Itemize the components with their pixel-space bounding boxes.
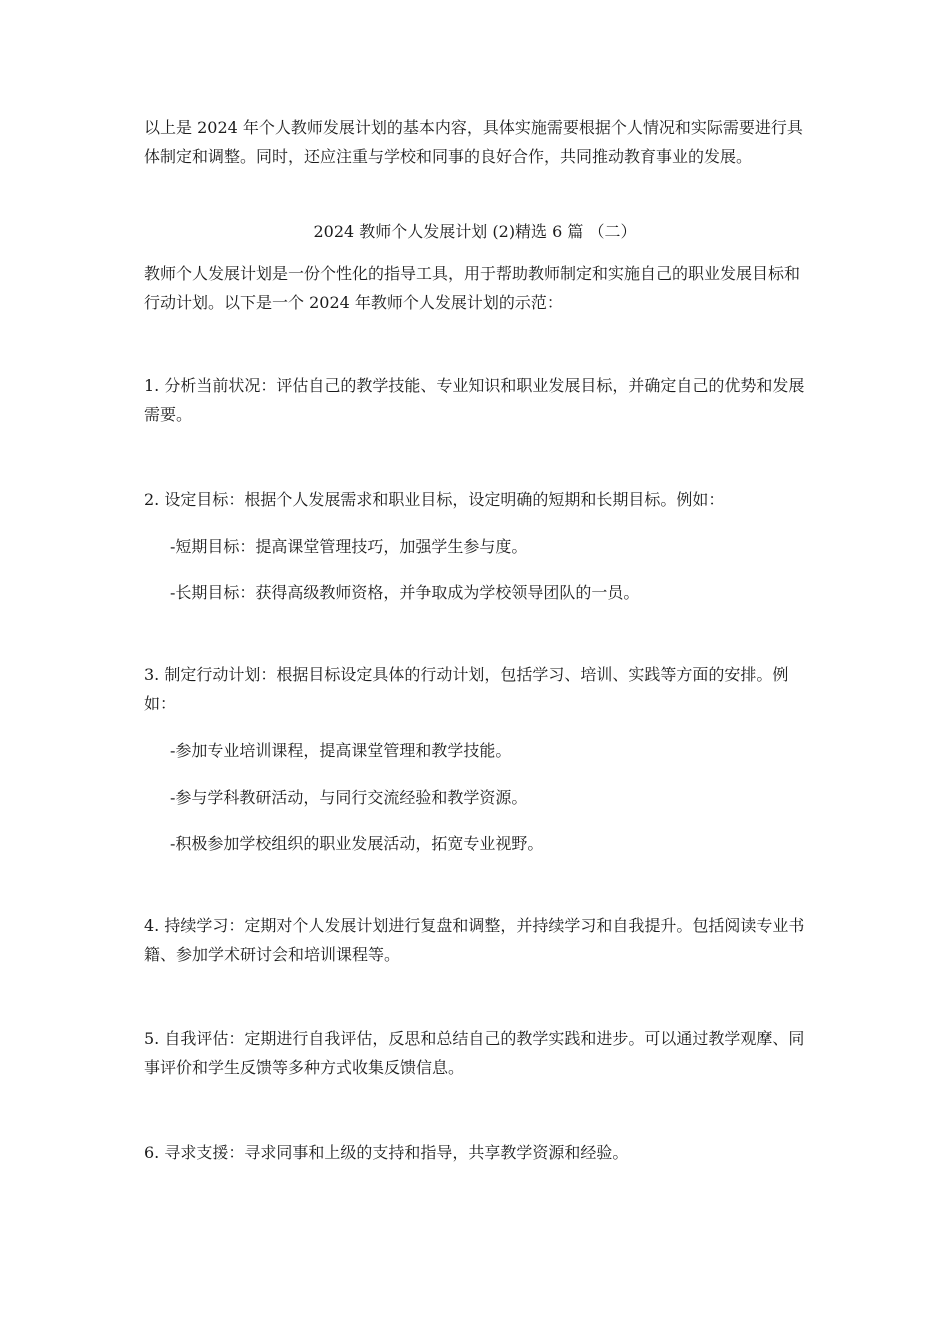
item-1-paragraph: 1. 分析当前状况：评估自己的教学技能、专业知识和职业发展目标，并确定自己的优势和发展需要。 xyxy=(144,376,805,424)
item-5-paragraph: 5. 自我评估：定期进行自我评估，反思和总结自己的教学实践和进步。可以通过教学观摩、同事评价和学生反馈等多种方式收集反馈信息。 xyxy=(144,1029,805,1077)
item-3-action-b: -参与学科教研活动，与同行交流经验和教学资源。 xyxy=(170,788,528,807)
item-2-long-term: -长期目标：获得高级教师资格，并争取成为学校领导团队的一员。 xyxy=(170,583,640,602)
item-2-short-term: -短期目标：提高课堂管理技巧，加强学生参与度。 xyxy=(170,537,528,556)
closing-paragraph: 以上是 2024 年个人教师发展计划的基本内容，具体实施需要根据个人情况和实际需要进行具体制定和调整。同时，还应注重与学校和同事的良好合作，共同推动教育事业的发展。 xyxy=(144,118,803,166)
item-3-action-c: -积极参加学校组织的职业发展活动，拓宽专业视野。 xyxy=(170,834,544,853)
section-title: 2024 教师个人发展计划 (2)精选 6 篇 （二） xyxy=(313,222,637,241)
item-3-paragraph: 3. 制定行动计划：根据目标设定具体的行动计划，包括学习、培训、实践等方面的安排。例如： xyxy=(144,665,789,713)
item-3-action-a: -参加专业培训课程，提高课堂管理和教学技能。 xyxy=(170,741,512,760)
item-2-paragraph: 2. 设定目标：根据个人发展需求和职业目标，设定明确的短期和长期目标。例如： xyxy=(144,490,725,509)
item-6-paragraph: 6. 寻求支援：寻求同事和上级的支持和指导，共享教学资源和经验。 xyxy=(144,1143,629,1162)
intro-paragraph: 教师个人发展计划是一份个性化的指导工具，用于帮助教师制定和实施自己的职业发展目标和行动计划。以下是一个 2024 年教师个人发展计划的示范： xyxy=(144,264,801,312)
item-4-paragraph: 4. 持续学习：定期对个人发展计划进行复盘和调整，并持续学习和自我提升。包括阅读专业书籍、参加学术研讨会和培训课程等。 xyxy=(144,916,805,964)
